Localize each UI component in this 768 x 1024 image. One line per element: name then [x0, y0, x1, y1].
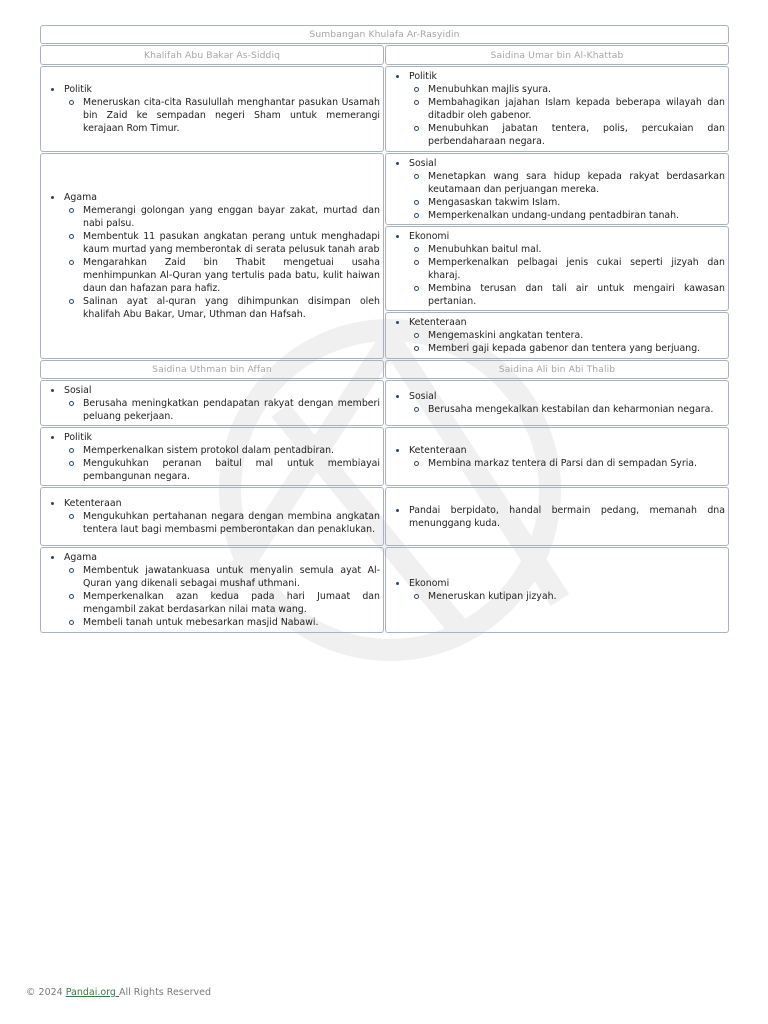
list-item: Membina terusan dan tali air untuk mengairi kawasan pertanian. — [409, 282, 725, 308]
list-item: Salinan ayat al-quran yang dihimpunkan disimpan oleh khalifah Abu Bakar, Umar, Uthman dan Hafsah. — [64, 295, 380, 321]
table-title-text: Sumbangan Khulafa Ar-Rasyidin — [309, 29, 460, 40]
footer-copyright — [26, 987, 211, 998]
category-label: Ketenteraan — [409, 444, 467, 456]
list-item — [393, 230, 725, 308]
uthman-agama-cell — [40, 547, 384, 633]
list-item — [393, 444, 725, 470]
list-item — [393, 70, 725, 148]
umar-sosial-cell — [385, 153, 729, 225]
list-item: Mengarahkan Zaid bin Thabit mengetuai usaha menhimpunkan Al-Quran yang tertulis pada batu, kulit haiwan daun dan hafazan para hafiz. — [64, 256, 380, 295]
category-label: Politik — [64, 84, 92, 95]
category-label: Ekonomi — [409, 230, 450, 242]
list-item — [48, 431, 380, 483]
header-ali-text: Saidina Ali bin Abi Thalib — [498, 364, 616, 375]
header-ali — [385, 360, 729, 379]
category-label: Ketenteraan — [64, 498, 122, 509]
list-item: Mengemaskini angkatan tentera. — [409, 329, 725, 342]
ali-kemahiran-cell — [385, 487, 729, 546]
footer-suffix: All Rights Reserved — [118, 987, 211, 998]
header-umar — [385, 45, 729, 65]
list-item: Membina markaz tentera di Parsi dan di sempadan Syria. — [409, 457, 725, 470]
uthman-politik-cell — [40, 427, 384, 486]
ali-sosial-cell — [385, 380, 729, 426]
list-item: Membentuk 11 pasukan angkatan perang untuk menghadapi kaum murtad yang memberontak di serata pelusuk tanah arab — [64, 230, 380, 256]
list-item — [48, 497, 380, 536]
list-item — [393, 504, 725, 530]
list-item — [48, 191, 380, 321]
list-item: Menubuhkan majlis syura. — [409, 83, 725, 96]
list-item: Mengukuhkan pertahanan negara dengan membina angkatan tentera laut bagi membasmi pemberontakan dan penaklukan. — [64, 510, 380, 536]
list-item: Memperkenalkan sistem protokol dalam pentadbiran. — [64, 444, 380, 457]
umar-ketenteraan-cell — [385, 312, 729, 359]
list-item: Memerangi golongan yang enggan bayar zakat, murtad dan nabi palsu. — [64, 204, 380, 230]
list-item: Memperkenalkan undang-undang pentadbiran tanah. — [409, 209, 725, 222]
list-item: Menetapkan wang sara hidup kepada rakyat berdasarkan keutamaan dan perjuangan mereka. — [409, 170, 725, 196]
list-item: Memberi gaji kepada gabenor dan tentera yang berjuang. — [409, 342, 725, 355]
list-item — [48, 83, 380, 135]
category-label: Agama — [64, 192, 97, 203]
header-abu-bakar — [40, 45, 384, 65]
category-label: Agama — [64, 552, 97, 563]
category-label: Ketenteraan — [409, 317, 467, 328]
uthman-sosial-cell — [40, 380, 384, 426]
header-abu-bakar-text: Khalifah Abu Bakar As-Siddiq — [143, 49, 281, 61]
category-label: Politik — [409, 71, 437, 82]
header-umar-text: Saidina Umar bin Al-Khattab — [490, 49, 624, 61]
list-item: Mengukuhkan peranan baitul mal untuk membiayai pembangunan negara. — [64, 457, 380, 483]
category-label: Pandai berpidato, handal bermain pedang, memanah dna menunggang kuda. — [409, 504, 725, 529]
category-label: Ekonomi — [409, 578, 450, 589]
list-item: Memperkenalkan azan kedua pada hari Jumaat dan mengambil zakat berdasarkan nilai mata wang. — [64, 590, 380, 616]
abu-bakar-politik-cell — [40, 66, 384, 152]
list-item — [393, 390, 725, 416]
category-label: Politik — [64, 431, 92, 443]
list-item: Meneruskan cita-cita Rasulullah menghantar pasukan Usamah bin Zaid ke sempadan negeri Sham untuk memerangi kerajaan Rom Timur. — [64, 96, 380, 135]
list-item — [393, 577, 725, 603]
umar-ekonomi-cell — [385, 226, 729, 311]
ali-ketenteraan-cell — [385, 427, 729, 486]
category-label: Sosial — [409, 157, 437, 169]
list-item — [393, 316, 725, 355]
list-item: Menubuhkan jabatan tentera, polis, percukaian dan perbendaharaan negara. — [409, 122, 725, 148]
umar-politik-cell — [385, 66, 729, 152]
list-item: Berusaha mengekalkan kestabilan dan keharmonian negara. — [409, 403, 725, 416]
ali-ekonomi-cell — [385, 547, 729, 633]
list-item: Berusaha meningkatkan pendapatan rakyat dengan memberi peluang pekerjaan. — [64, 397, 380, 423]
list-item — [48, 384, 380, 423]
uthman-ketenteraan-cell — [40, 487, 384, 546]
list-item: Menubuhkan baitul mal. — [409, 243, 725, 256]
list-item: Mengasaskan takwim Islam. — [409, 196, 725, 209]
header-uthman — [40, 360, 384, 379]
footer-link[interactable]: Pandai.org — [65, 987, 119, 998]
category-label: Sosial — [409, 391, 437, 402]
list-item: Meneruskan kutipan jizyah. — [409, 590, 725, 603]
list-item: Membentuk jawatankuasa untuk menyalin semula ayat Al-Quran yang dikenali sebagai mushaf uthmani. — [64, 564, 380, 590]
footer-prefix: © 2024 — [26, 987, 66, 998]
header-uthman-text: Saidina Uthman bin Affan — [152, 364, 272, 375]
table-title — [40, 25, 729, 44]
list-item — [48, 551, 380, 629]
list-item: Memperkenalkan pelbagai jenis cukai seperti jizyah dan kharaj. — [409, 256, 725, 282]
list-item: Membahagikan jajahan Islam kepada beberapa wilayah dan ditadbir oleh gabenor. — [409, 96, 725, 122]
list-item: Membeli tanah untuk mebesarkan masjid Nabawi. — [64, 616, 380, 629]
list-item — [393, 157, 725, 222]
category-label: Sosial — [64, 384, 92, 396]
abu-bakar-agama-cell — [40, 153, 384, 359]
